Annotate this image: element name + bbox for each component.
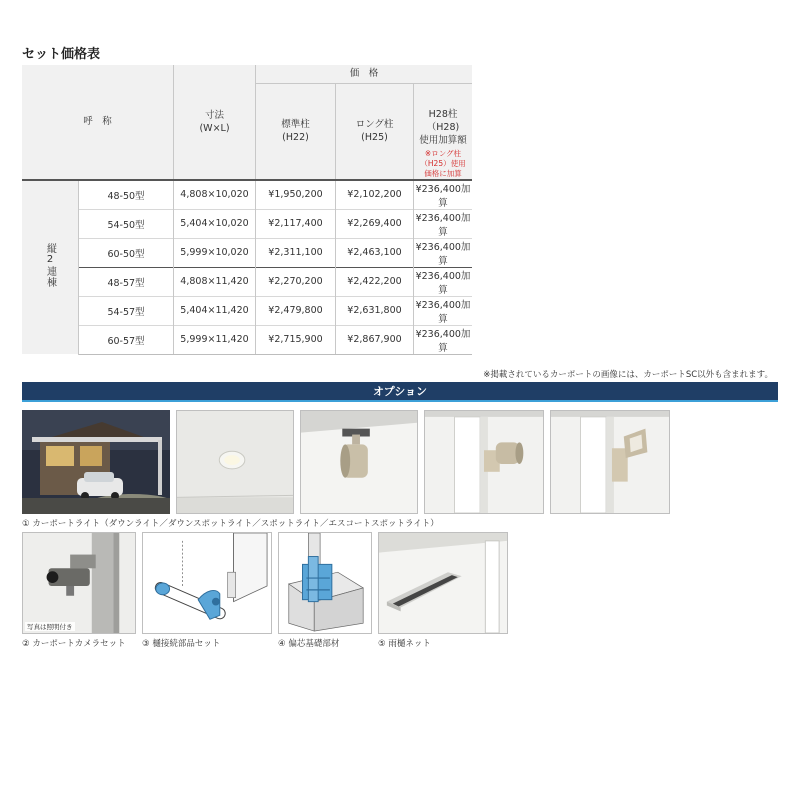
camera-photo-note: 写真は照明付き bbox=[27, 623, 73, 631]
header-size bbox=[174, 65, 256, 180]
header-h28-note-line2: 価格に加算 bbox=[424, 168, 462, 178]
cell-standard: ¥1,950,200 bbox=[256, 180, 336, 210]
cell-standard: ¥2,270,200 bbox=[256, 267, 336, 296]
cell-size: 4,808×10,020 bbox=[174, 180, 256, 210]
spotlight-photo bbox=[300, 410, 418, 514]
cell-size: 5,404×11,420 bbox=[174, 296, 256, 325]
table-row bbox=[22, 209, 472, 238]
cell-name: 54-57型 bbox=[79, 296, 174, 325]
cell-h28: ¥236,400加算 bbox=[414, 267, 473, 296]
table-row bbox=[22, 325, 472, 354]
carport-night-photo bbox=[22, 410, 170, 514]
cell-size: 4,808×11,420 bbox=[174, 267, 256, 296]
header-h28 bbox=[414, 83, 473, 180]
cell-h28: ¥236,400加算 bbox=[414, 325, 473, 354]
cell-long: ¥2,102,200 bbox=[336, 180, 414, 210]
downlight-photo bbox=[176, 410, 294, 514]
cell-name: 54-50型 bbox=[79, 209, 174, 238]
cell-long: ¥2,867,900 bbox=[336, 325, 414, 354]
cell-name: 60-57型 bbox=[79, 325, 174, 354]
cell-standard: ¥2,311,100 bbox=[256, 238, 336, 267]
header-h28-note bbox=[414, 149, 472, 179]
foundation-caption: ④ 偏芯基礎部材 bbox=[278, 639, 340, 649]
gutter-parts-caption: ③ 樋接続部品セット bbox=[142, 639, 221, 649]
header-standard-line1: 標準柱 bbox=[281, 119, 310, 130]
cell-name: 48-50型 bbox=[79, 180, 174, 210]
price-table bbox=[22, 65, 472, 355]
cell-standard: ¥2,479,800 bbox=[256, 296, 336, 325]
table-row bbox=[22, 296, 472, 325]
camera-photo bbox=[22, 532, 136, 634]
cell-size: 5,999×11,420 bbox=[174, 325, 256, 354]
group-label: 縦2連棟 bbox=[44, 243, 56, 289]
cell-size: 5,404×10,020 bbox=[174, 209, 256, 238]
rain-net-photo bbox=[378, 532, 508, 634]
header-price-group: 価 格 bbox=[256, 65, 473, 83]
options-disclaimer: ※掲載されているカーポートの画像には、カーポートSC以外も含まれます。 bbox=[483, 370, 773, 380]
options-bar: オプション bbox=[22, 382, 778, 402]
table-row bbox=[22, 238, 472, 267]
cell-h28: ¥236,400加算 bbox=[414, 209, 473, 238]
header-standard bbox=[256, 83, 336, 180]
cell-name: 48-57型 bbox=[79, 267, 174, 296]
section-title: セット価格表 bbox=[22, 47, 101, 62]
cell-h28: ¥236,400加算 bbox=[414, 296, 473, 325]
cell-name: 60-50型 bbox=[79, 238, 174, 267]
header-size-line2: (W×L) bbox=[199, 122, 230, 134]
cell-h28: ¥236,400加算 bbox=[414, 180, 473, 210]
header-long-line1: ロング柱 bbox=[355, 119, 394, 130]
cell-standard: ¥2,715,900 bbox=[256, 325, 336, 354]
cell-long: ¥2,463,100 bbox=[336, 238, 414, 267]
table-row bbox=[22, 267, 472, 296]
escort-spot-photo bbox=[550, 410, 670, 514]
group-cell bbox=[22, 180, 79, 355]
foundation-illustration bbox=[278, 532, 372, 634]
header-h28-line1: H28柱（H28) bbox=[426, 108, 460, 133]
header-h28-line2: 使用加算額 bbox=[419, 134, 467, 146]
header-standard-line2: (H22) bbox=[282, 132, 309, 143]
header-long-line2: (H25) bbox=[361, 132, 388, 143]
cell-long: ¥2,422,200 bbox=[336, 267, 414, 296]
cell-standard: ¥2,117,400 bbox=[256, 209, 336, 238]
light-caption: ① カーポートライト（ダウンライト／ダウンスポットライト／スポットライト／エスコートスポットライト） bbox=[22, 519, 439, 529]
gutter-parts-illustration bbox=[142, 532, 272, 634]
table-row bbox=[22, 180, 472, 210]
cell-h28: ¥236,400加算 bbox=[414, 238, 473, 267]
spot-pole-photo bbox=[424, 410, 544, 514]
header-size-line1: 寸法 bbox=[204, 109, 224, 121]
header-name: 呼 称 bbox=[22, 65, 174, 180]
camera-caption: ② カーポートカメラセット bbox=[22, 639, 126, 649]
header-h28-note-line1: ※ロング柱（H25）使用 bbox=[420, 148, 466, 168]
header-long bbox=[336, 83, 414, 180]
rain-net-caption: ⑤ 雨樋ネット bbox=[378, 639, 431, 649]
cell-size: 5,999×10,020 bbox=[174, 238, 256, 267]
cell-long: ¥2,631,800 bbox=[336, 296, 414, 325]
cell-long: ¥2,269,400 bbox=[336, 209, 414, 238]
